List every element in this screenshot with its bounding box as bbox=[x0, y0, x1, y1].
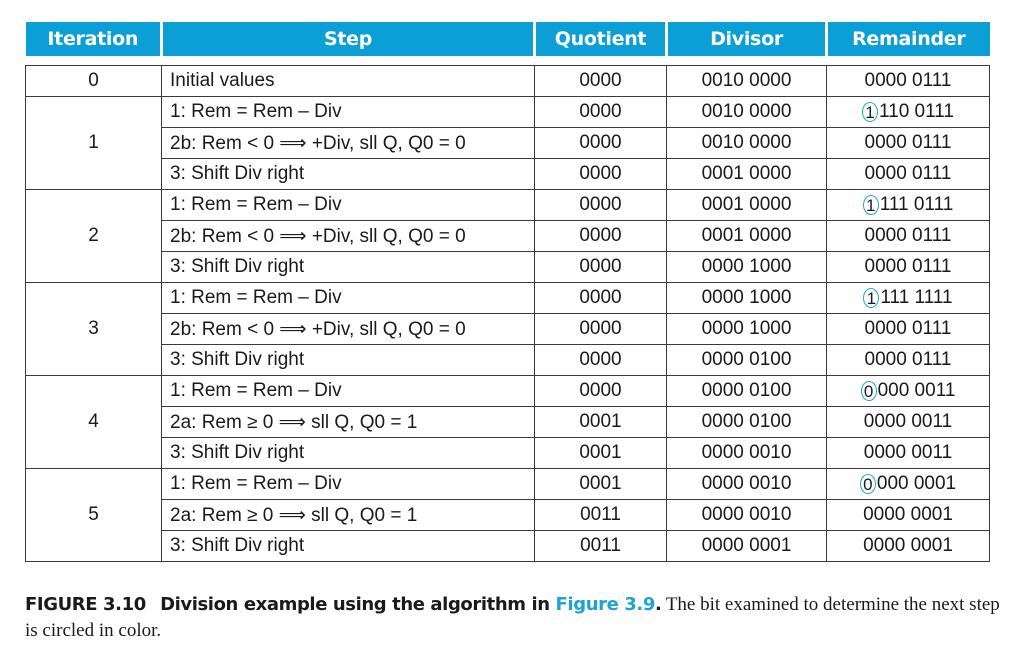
divisor-cell: 0000 0001 bbox=[667, 531, 827, 562]
table-row bbox=[26, 500, 990, 531]
remainder-value: 0000 0111 bbox=[864, 225, 952, 246]
divisor-cell: 0000 1000 bbox=[667, 314, 827, 345]
remainder-cell bbox=[827, 407, 990, 438]
table-row bbox=[26, 283, 990, 314]
circled-bit: 1 bbox=[863, 288, 879, 308]
remainder-value: 000 0001 bbox=[876, 473, 957, 494]
step-cell: 3: Shift Div right bbox=[162, 438, 535, 469]
table-row bbox=[26, 97, 990, 128]
header-iteration: Iteration bbox=[26, 22, 162, 56]
quotient-cell: 0001 bbox=[535, 469, 667, 500]
divisor-cell: 0010 0000 bbox=[667, 66, 827, 97]
caption-title-suffix: . bbox=[654, 594, 662, 615]
table-row bbox=[26, 345, 990, 376]
quotient-cell: 0001 bbox=[535, 438, 667, 469]
divisor-cell: 0000 1000 bbox=[667, 283, 827, 314]
table-body bbox=[26, 56, 990, 562]
divisor-cell: 0001 0000 bbox=[667, 221, 827, 252]
remainder-value: 0000 0001 bbox=[863, 504, 953, 525]
divisor-cell: 0000 0100 bbox=[667, 345, 827, 376]
table-row bbox=[26, 221, 990, 252]
divisor-cell: 0000 0010 bbox=[667, 438, 827, 469]
header-remainder: Remainder bbox=[827, 22, 990, 56]
division-table-container bbox=[25, 22, 989, 562]
quotient-cell: 0000 bbox=[535, 128, 667, 159]
figure-caption bbox=[25, 592, 1000, 644]
remainder-cell bbox=[827, 190, 990, 221]
table-row bbox=[26, 531, 990, 562]
iteration-cell: 1 bbox=[26, 97, 162, 190]
caption-figure-link[interactable]: Figure 3.9 bbox=[555, 594, 655, 615]
divisor-cell: 0000 0010 bbox=[667, 469, 827, 500]
remainder-value: 110 0111 bbox=[878, 101, 955, 122]
table-row bbox=[26, 469, 990, 500]
remainder-cell bbox=[827, 66, 990, 97]
gap-cell bbox=[26, 56, 990, 66]
header-step: Step bbox=[162, 22, 535, 56]
iteration-cell: 4 bbox=[26, 376, 162, 469]
step-cell: 3: Shift Div right bbox=[162, 531, 535, 562]
caption-label: FIGURE 3.10 bbox=[25, 594, 146, 615]
iteration-cell: 0 bbox=[26, 66, 162, 97]
remainder-value: 0000 0001 bbox=[863, 535, 953, 556]
quotient-cell: 0000 bbox=[535, 314, 667, 345]
divisor-cell: 0000 0100 bbox=[667, 376, 827, 407]
divisor-cell: 0010 0000 bbox=[667, 128, 827, 159]
table-row bbox=[26, 66, 990, 97]
remainder-value: 0000 0111 bbox=[864, 318, 952, 339]
quotient-cell: 0000 bbox=[535, 345, 667, 376]
step-cell: 3: Shift Div right bbox=[162, 159, 535, 190]
remainder-value: 000 0011 bbox=[877, 380, 956, 401]
caption-text: The bit examined to determine the next step is circled in color. bbox=[25, 594, 1000, 641]
step-cell: 3: Shift Div right bbox=[162, 345, 535, 376]
quotient-cell: 0000 bbox=[535, 66, 667, 97]
remainder-value: 111 0111 bbox=[879, 194, 954, 215]
quotient-cell: 0000 bbox=[535, 283, 667, 314]
iteration-cell: 5 bbox=[26, 469, 162, 562]
quotient-cell: 0000 bbox=[535, 97, 667, 128]
remainder-cell bbox=[827, 531, 990, 562]
divisor-cell: 0001 0000 bbox=[667, 190, 827, 221]
table-row bbox=[26, 190, 990, 221]
remainder-value: 0000 0111 bbox=[864, 256, 952, 277]
step-cell: 2b: Rem < 0 ⟹ +Div, sll Q, Q0 = 0 bbox=[162, 221, 535, 252]
remainder-cell bbox=[827, 221, 990, 252]
divisor-cell: 0000 0010 bbox=[667, 500, 827, 531]
header-divisor: Divisor bbox=[667, 22, 827, 56]
quotient-cell: 0000 bbox=[535, 159, 667, 190]
division-table bbox=[25, 22, 990, 562]
remainder-cell bbox=[827, 500, 990, 531]
step-cell: 2b: Rem < 0 ⟹ +Div, sll Q, Q0 = 0 bbox=[162, 128, 535, 159]
remainder-cell bbox=[827, 283, 990, 314]
remainder-cell bbox=[827, 128, 990, 159]
divisor-cell: 0000 1000 bbox=[667, 252, 827, 283]
quotient-cell: 0011 bbox=[535, 500, 667, 531]
remainder-value: 0000 0111 bbox=[864, 132, 952, 153]
header-gap bbox=[26, 56, 990, 66]
step-cell: 1: Rem = Rem – Div bbox=[162, 469, 535, 500]
remainder-cell bbox=[827, 252, 990, 283]
step-cell: 1: Rem = Rem – Div bbox=[162, 97, 535, 128]
quotient-cell: 0001 bbox=[535, 407, 667, 438]
remainder-value: 0000 0111 bbox=[864, 70, 952, 91]
step-cell: Initial values bbox=[162, 66, 535, 97]
remainder-value: 0000 0111 bbox=[864, 163, 952, 184]
circled-bit: 1 bbox=[863, 195, 879, 215]
circled-bit: 0 bbox=[861, 381, 877, 401]
step-cell: 2b: Rem < 0 ⟹ +Div, sll Q, Q0 = 0 bbox=[162, 314, 535, 345]
remainder-cell bbox=[827, 159, 990, 190]
remainder-cell bbox=[827, 469, 990, 500]
caption-title-prefix: Division example using the algorithm in bbox=[160, 594, 556, 615]
table-row bbox=[26, 159, 990, 190]
remainder-cell bbox=[827, 97, 990, 128]
step-cell: 2a: Rem ≥ 0 ⟹ sll Q, Q0 = 1 bbox=[162, 500, 535, 531]
table-row bbox=[26, 407, 990, 438]
quotient-cell: 0000 bbox=[535, 190, 667, 221]
remainder-cell bbox=[827, 345, 990, 376]
divisor-cell: 0010 0000 bbox=[667, 97, 827, 128]
remainder-value: 0000 0111 bbox=[864, 349, 952, 370]
quotient-cell: 0011 bbox=[535, 531, 667, 562]
step-cell: 1: Rem = Rem – Div bbox=[162, 190, 535, 221]
header-row bbox=[26, 22, 990, 56]
remainder-cell bbox=[827, 438, 990, 469]
step-cell: 1: Rem = Rem – Div bbox=[162, 283, 535, 314]
remainder-value: 0000 0011 bbox=[863, 411, 953, 432]
remainder-value: 0000 0011 bbox=[863, 442, 953, 463]
quotient-cell: 0000 bbox=[535, 221, 667, 252]
iteration-cell: 2 bbox=[26, 190, 162, 283]
step-cell: 3: Shift Div right bbox=[162, 252, 535, 283]
step-cell: 1: Rem = Rem – Div bbox=[162, 376, 535, 407]
circled-bit: 0 bbox=[860, 474, 876, 494]
table-row bbox=[26, 128, 990, 159]
table-row bbox=[26, 314, 990, 345]
header-quotient: Quotient bbox=[535, 22, 667, 56]
divisor-cell: 0001 0000 bbox=[667, 159, 827, 190]
divisor-cell: 0000 0100 bbox=[667, 407, 827, 438]
quotient-cell: 0000 bbox=[535, 376, 667, 407]
step-cell: 2a: Rem ≥ 0 ⟹ sll Q, Q0 = 1 bbox=[162, 407, 535, 438]
remainder-value: 111 1111 bbox=[880, 287, 953, 308]
quotient-cell: 0000 bbox=[535, 252, 667, 283]
table-row bbox=[26, 252, 990, 283]
circled-bit: 1 bbox=[862, 102, 878, 122]
remainder-cell bbox=[827, 376, 990, 407]
iteration-cell: 3 bbox=[26, 283, 162, 376]
table-row bbox=[26, 376, 990, 407]
remainder-cell bbox=[827, 314, 990, 345]
table-row bbox=[26, 438, 990, 469]
